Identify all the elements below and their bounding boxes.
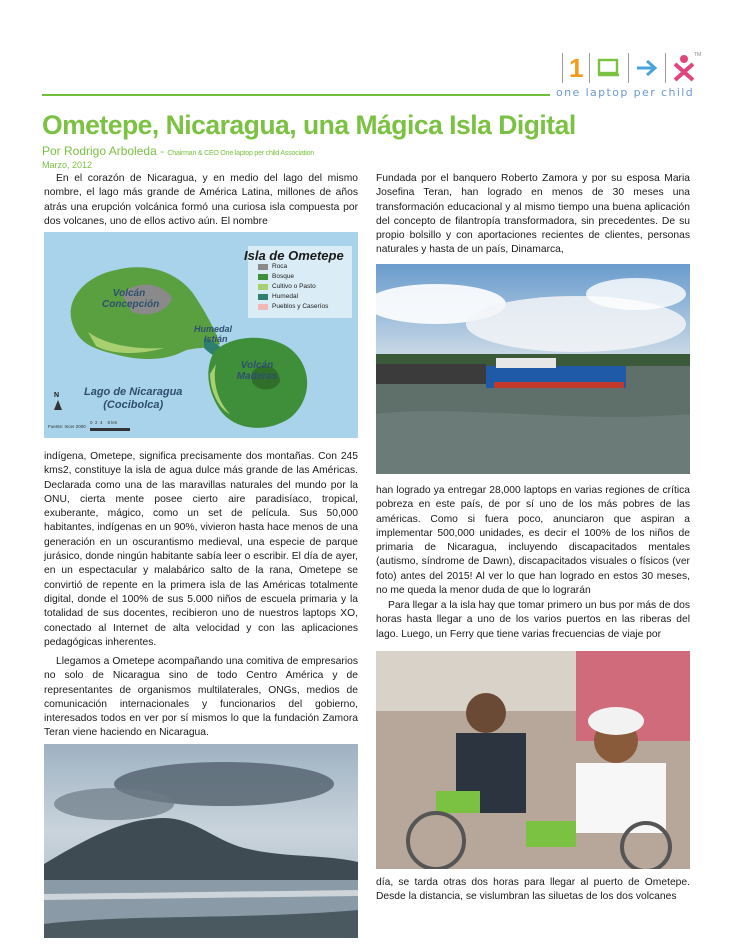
xo-child-icon [672, 54, 696, 82]
paragraph-3: Llegamos a Ometepe acompañando una comitiva de empresarios no solo de Nicaragua sino de todo Centro América y de representantes de organismos multilaterales, ONGs, medios de comunicación internacionales y funcionarios del gobierno, interesados todos en ver por sí mismos lo que la fundación Zamora Teran viene haciendo en Nicaragua. [44, 656, 358, 739]
legend-item-cultivo: Cultivo o Pasto [272, 283, 316, 290]
label-volcan-concepcion: Volcán Concepción [102, 288, 160, 310]
author: Por Rodrigo Arboleda - [42, 144, 168, 158]
header-rule [42, 94, 550, 96]
photo-ferry [376, 264, 690, 474]
legend-item-humedal: Humedal [272, 293, 299, 300]
trademark: TM [694, 52, 702, 58]
label-humedal-istian [194, 324, 232, 344]
logo-separator [589, 53, 590, 83]
olpc-logo [556, 52, 706, 102]
lago-line-1: Lago de Nicaragua [84, 386, 183, 398]
label-volcan-maderas: Volcán Maderas [236, 360, 278, 382]
legend-item-pueblos: Pueblos y Caseríos [272, 303, 329, 310]
istmo-line-2: Istián [204, 334, 228, 344]
logo-separator [628, 53, 629, 83]
paragraph-7: día, se tarda otras dos horas para llegar al puerto de Ometepe. Desde la distancia, se vislumbran las siluetas de los dos volcanes [376, 877, 690, 903]
paragraph-2: indígena, Ometepe, significa precisamente dos montañas. Con 245 kms2, constituye la isla de agua dulce más grande de las Américas. Declarada como una de las maravillas naturales del mundo por la ONU, cierta mente posee cierto aire paradisíaco, tropical, exuberante, mágico, como un set de película. Sus 50,000 habitantes, indígenas en un 90%, vivieron hasta hace menos de una generación en un oscurantismo medieval, una especie de parque jurásico, donde ningún habitante sabía leer o escribir. El día de ayer, en un espectacular y malabárico salto de la rana, Ometepe se convirtió de repente en la primera isla de las Américas totalmente digital, donde el 100% de sus 5.000 niños de escuela primaria y la totalidad de sus docentes, recibieron uno de nuestros laptops XO, conectado al Internet de alta velocidad y con las aplicaciones pedagógicas inherentes. [44, 451, 358, 648]
label-lago [84, 386, 182, 412]
legend-item-roca: Roca [272, 263, 288, 270]
lago-line-2: (Cocibolca) [103, 399, 164, 411]
paragraph-1: En el corazón de Nicaragua, y en medio del lago del mismo nombre, el lago más grande de América Latina, millones de años atrás una erupción volcánica formó una curiosa isla compuesta por dos volcanes, uno de ellos activo aún. El nombre [44, 173, 358, 227]
photo-children-wheelchairs [376, 651, 690, 869]
legend-item-bosque: Bosque [272, 273, 295, 280]
istmo-line-1: Humedal [194, 324, 233, 334]
article-date: Marzo, 2012 [42, 160, 93, 170]
laptop-icon [596, 56, 622, 80]
map-scale: 0 2 4 8 km [90, 420, 118, 425]
logo-tagline: one laptop per child [556, 86, 695, 99]
author-role: Chairman & CEO One laptop per child Association [167, 150, 315, 157]
map-source: Fuente: Incer 2000 [48, 424, 86, 429]
paragraph-5: han logrado ya entregar 28,000 laptops en varias regiones de crítica pobreza en este país, de por sí uno de los más pobres de las américas. Como si fuera poco, anunciaron que aspiran a implementar 500,000 unidades, es decir el 100% de los niños de primaria de Nicaragua, incluyendo discapacitados mentales (autismo, síndrome de Dawn), discapacitados visuales o físicos (ver foto) antes del 2015! Al ver lo que han logrado en estos 30 meses, no me queda la menor duda de que lo lograrán [376, 485, 690, 597]
logo-separator [665, 53, 666, 83]
map-title: Isla de Ometepe [244, 248, 344, 263]
byline [42, 144, 314, 158]
article-title: Ometepe, Nicaragua, una Mágica Isla Digital [42, 110, 576, 140]
paragraph-6: Para llegar a la isla hay que tomar primero un bus por más de dos horas hasta llegar a uno de los varios puertos en las riberas del lago. Luego, un Ferry que tiene varias frecuencias de viaje por [376, 600, 690, 640]
paragraph-4: Fundada por el banquero Roberto Zamora y por su esposa Maria Josefina Teran, han logrado en menos de 30 meses una transformación educacional y al mismo tiempo una buena aplicación del concepto de filantropía transformadora, sin precedentes. De su propio bolsillo y con aportaciones recientes de clientes, personas naturales y hasta de un país, Dinamarca, [376, 173, 690, 256]
map-legend [272, 262, 328, 312]
north-label: N [54, 392, 60, 399]
logo-separator [562, 53, 563, 83]
logo-number: 1 [569, 53, 584, 83]
arrow-right-icon [635, 56, 659, 80]
map-ometepe [44, 232, 358, 438]
photo-ometepe-volcano [44, 744, 358, 938]
